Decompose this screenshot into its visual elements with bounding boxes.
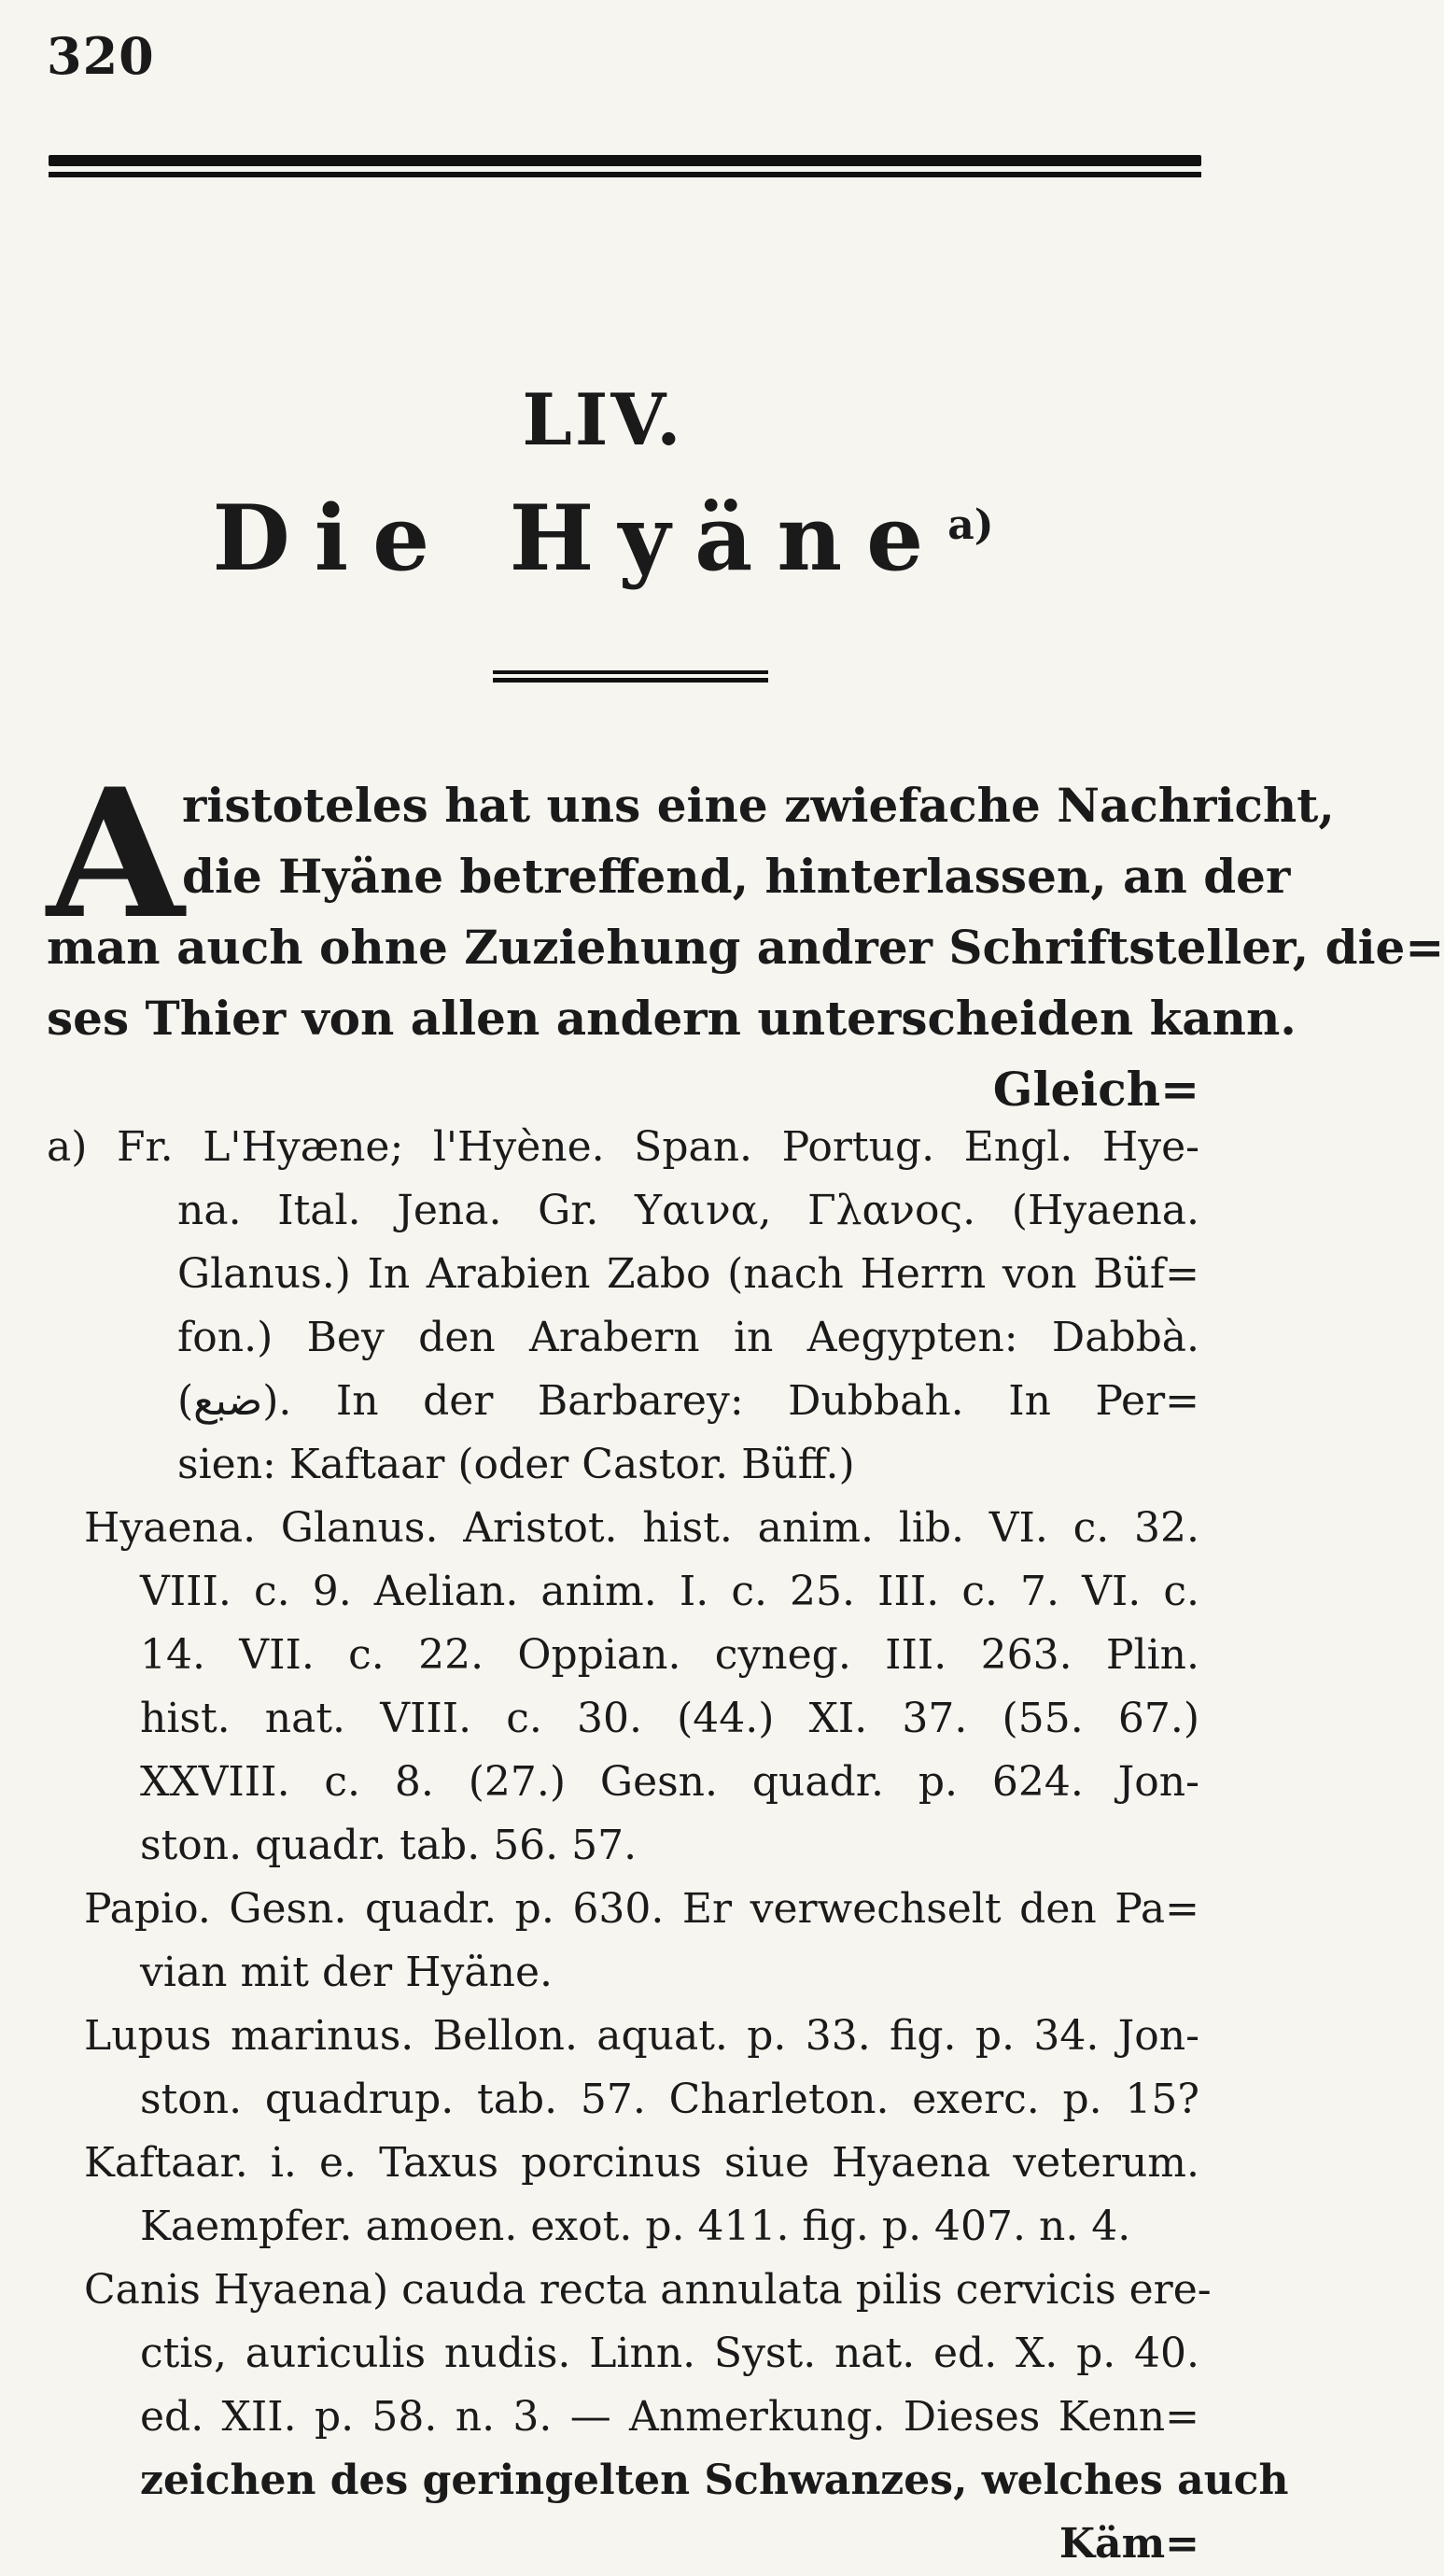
footnote-line: VIII. c. 9. Aelian. anim. I. c. 25. III. c. 7. VI. c. xyxy=(140,1568,1199,1615)
footnote-line: XXVIII. c. 8. (27.) Gesn. quadr. p. 624. Jon- xyxy=(140,1758,1199,1806)
footnote-line: hist. nat. VIII. c. 30. (44.) XI. 37. (55. 67.) xyxy=(140,1695,1199,1742)
footnote-line: na. Ital. Jena. Gr. Υαινα, Γλανος. (Hyaena. xyxy=(177,1187,1199,1234)
footnote-line: Kaempfer. amoen. exot. p. 411. fig. p. 407. n. 4. xyxy=(140,2203,1131,2250)
footnote-line: a) Fr. L'Hyæne; l'Hyène. Span. Portug. Engl. Hye- xyxy=(47,1123,1199,1171)
footnote-marker: a) xyxy=(947,501,994,549)
rule-thick xyxy=(49,155,1201,166)
text-line: ses Thier von allen andern unterscheiden kann. xyxy=(47,991,1297,1046)
footnote-line: zeichen des geringelten Schwanzes, welches auch xyxy=(140,2456,1289,2504)
text-line: ristoteles hat uns eine zwiefache Nachricht, xyxy=(182,778,1335,833)
chapter-title-text: Die Hyäne xyxy=(212,486,948,591)
text-line: man auch ohne Zuziehung andrer Schriftsteller, die= xyxy=(47,920,1444,975)
rule-thin xyxy=(49,172,1201,177)
footnotes xyxy=(47,1116,1289,2576)
footnote-line: ston. quadrup. tab. 57. Charleton. exerc. p. 15? xyxy=(140,2076,1199,2123)
footnote-line: Papio. Gesn. quadr. p. 630. Er verwechselt den Pa= xyxy=(84,1885,1199,1933)
footnote-line: Hyaena. Glanus. Aristot. hist. anim. lib. VI. c. 32. xyxy=(84,1504,1199,1552)
chapter-title xyxy=(0,486,1206,591)
footnote-line: Kaftaar. i. e. Taxus porcinus siue Hyaena veterum. xyxy=(84,2139,1199,2187)
footnote-line: sien: Kaftaar (oder Castor. Büff.) xyxy=(177,1441,855,1488)
footnote-line: Canis Hyaena) cauda recta annulata pilis cervicis ere- xyxy=(84,2266,1212,2314)
footnote-line: Lupus marinus. Bellon. aquat. p. 33. fig. p. 34. Jon- xyxy=(84,2012,1199,2060)
chapter-number: LIV. xyxy=(522,378,684,461)
catchword: Gleich= xyxy=(992,1062,1199,1117)
catchword: Käm= xyxy=(1058,2520,1199,2568)
footnote-line: 14. VII. c. 22. Oppian. cyneg. III. 263. Plin. xyxy=(140,1631,1199,1679)
footnote-line: Glanus.) In Arabien Zabo (nach Herrn von Büf= xyxy=(177,1250,1199,1298)
footnote-line: (ضبع). In der Barbarey: Dubbah. In Per= xyxy=(177,1377,1199,1425)
footnote-line: fon.) Bey den Arabern in Aegypten: Dabbà. xyxy=(177,1314,1199,1361)
text-line: die Hyäne betreffend, hinterlassen, an der xyxy=(182,849,1291,904)
top-double-rule xyxy=(49,151,1201,185)
footnote-line: ed. XII. p. 58. n. 3. — Anmerkung. Dieses Kenn= xyxy=(140,2393,1199,2441)
drop-cap: A xyxy=(47,750,185,958)
footnote-line: ctis, auriculis nudis. Linn. Syst. nat. ed. X. p. 40. xyxy=(140,2330,1199,2377)
footnote-line: vian mit der Hyäne. xyxy=(140,1949,553,1996)
main-text xyxy=(47,770,1444,1125)
footnote-line: ston. quadr. tab. 56. 57. xyxy=(140,1822,638,1869)
page-number: 320 xyxy=(47,26,155,86)
section-rule xyxy=(493,670,768,685)
